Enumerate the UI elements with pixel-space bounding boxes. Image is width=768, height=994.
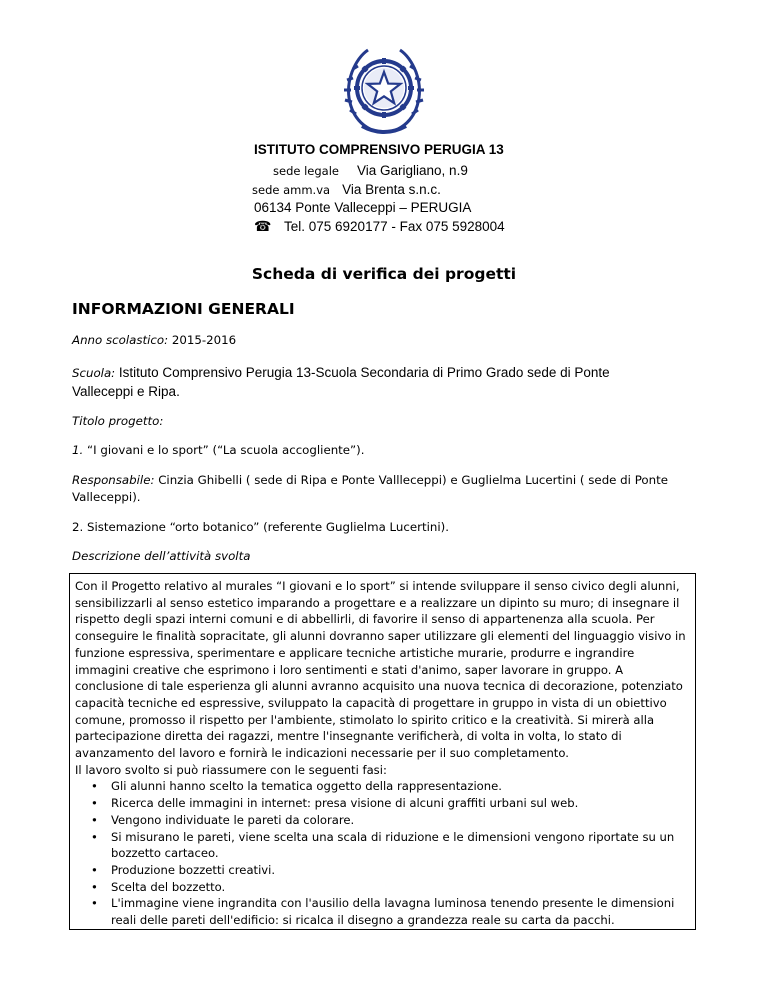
list-item: • Gli alunni hanno scelto la tematica oggetto della rappresentazione. bbox=[111, 778, 690, 795]
institute-name: ISTITUTO COMPRENSIVO PERUGIA 13 bbox=[254, 142, 504, 157]
project-title-label-text: Titolo progetto: bbox=[72, 414, 164, 428]
description-label bbox=[72, 548, 697, 565]
admin-seat-address: Via Brenta s.n.c. bbox=[342, 182, 441, 197]
list-item: • Si misurano le pareti, viene scelta una scala di riduzione e le dimensioni vengono riportate su un bozzetto cartaceo. bbox=[111, 829, 690, 862]
school-year bbox=[72, 332, 697, 349]
responsible-text-line1: Cinzia Ghibelli ( sede di Ripa e Ponte Vallleceppi) e Guglielma Lucertini ( sede di Ponte bbox=[158, 473, 668, 487]
section-title: INFORMAZIONI GENERALI bbox=[72, 300, 295, 318]
responsible-text-line2: Valleceppi). bbox=[72, 490, 141, 504]
project-2: 2. Sistemazione “orto botanico” (referente Guglielma Lucertini). bbox=[72, 520, 449, 534]
school-value-line1: Istituto Comprensivo Perugia 13-Scuola Secondaria di Primo Grado sede di Ponte bbox=[118, 365, 610, 380]
project-1 bbox=[72, 442, 697, 459]
legal-seat-label: sede legale bbox=[273, 164, 339, 178]
phases-intro: Il lavoro svolto si può riassumere con le seguenti fasi: bbox=[75, 762, 387, 777]
list-item: • Vengono individuate le pareti da colorare. bbox=[111, 812, 690, 829]
school bbox=[72, 364, 697, 382]
list-item: • L'immagine viene ingrandita con l'ausilio della lavagna luminosa tenendo presente le dimensioni reali delle pareti dell'edificio: si ricalca il disegno a grandezza reale su carta da pacchi. bbox=[111, 895, 690, 928]
list-item: • Ricerca delle immagini in internet: presa visione di alcuni graffiti urbani sul web. bbox=[111, 795, 690, 812]
school-year-label: Anno scolastico: bbox=[72, 333, 169, 347]
contacts-line bbox=[254, 218, 505, 235]
description-paragraph: Con il Progetto relativo al murales “I giovani e lo sport” si intende sviluppare il senso civico degli alunni, sensibilizzarli al senso estetico imparando a progettare e a realizzare un dipinto su muro; di insegnare il rispetto degli spazi interni comuni e di abbellirli, di favorire il senso di appartenenza alla scuola. Per conseguire le finalità sopracitate, gli alunni dovranno saper utilizzare gli elementi del linguaggio visivo in funzione espressiva, sperimentare e applicare tecniche artistiche murarie, produrre e ingrandire immagini creative che esprimono i loro sentimenti e stati d'animo, saper lavorare in gruppo. A conclusione di tale esperienza gli alunni avranno acquisito una nuova tecnica di decorazione, potenziato capacità tecniche ed espressive, sviluppato la capacità di progettare in gruppo in vista di un obiettivo comune, promosso il rispetto per l'ambiente, stimolato lo spirito critico e la creatività. Si mirerà alla partecipazione diretta dei ragazzi, mentre l'insegnante verificherà, di volta in volta, lo stato di avanzamento del lavoro e fornirà le indicazioni necessarie per il suo completamento. bbox=[75, 579, 686, 761]
responsible bbox=[72, 472, 697, 489]
school-value-line2: Valleceppi e Ripa. bbox=[72, 384, 180, 399]
contacts: Tel. 075 6920177 - Fax 075 5928004 bbox=[284, 219, 505, 234]
phases-list bbox=[75, 778, 690, 928]
admin-seat-line bbox=[252, 181, 441, 199]
legal-seat-line bbox=[254, 162, 468, 180]
list-item: • Produzione bozzetti creativi. bbox=[111, 862, 690, 879]
school-label: Scuola: bbox=[72, 366, 116, 380]
legal-seat-address: Via Garigliano, n.9 bbox=[357, 163, 468, 178]
admin-seat-label: sede amm.va bbox=[252, 183, 331, 197]
postal-address: 06134 Ponte Valleceppi – PERUGIA bbox=[254, 200, 472, 215]
italian-republic-emblem-icon bbox=[342, 42, 426, 140]
project-1-text: “I giovani e lo sport” (“La scuola accogliente”). bbox=[87, 443, 365, 457]
telephone-icon: ☎ bbox=[254, 218, 272, 234]
description-label-text: Descrizione dell’attività svolta bbox=[72, 549, 251, 563]
description-box bbox=[69, 573, 696, 930]
project-1-number: 1. bbox=[72, 443, 84, 457]
project-title-label bbox=[72, 413, 697, 430]
responsible-label: Responsabile: bbox=[72, 473, 155, 487]
document-title: Scheda di verifica dei progetti bbox=[251, 265, 517, 283]
list-item: • Scelta del bozzetto. bbox=[111, 879, 690, 896]
school-year-value: 2015-2016 bbox=[171, 333, 237, 347]
